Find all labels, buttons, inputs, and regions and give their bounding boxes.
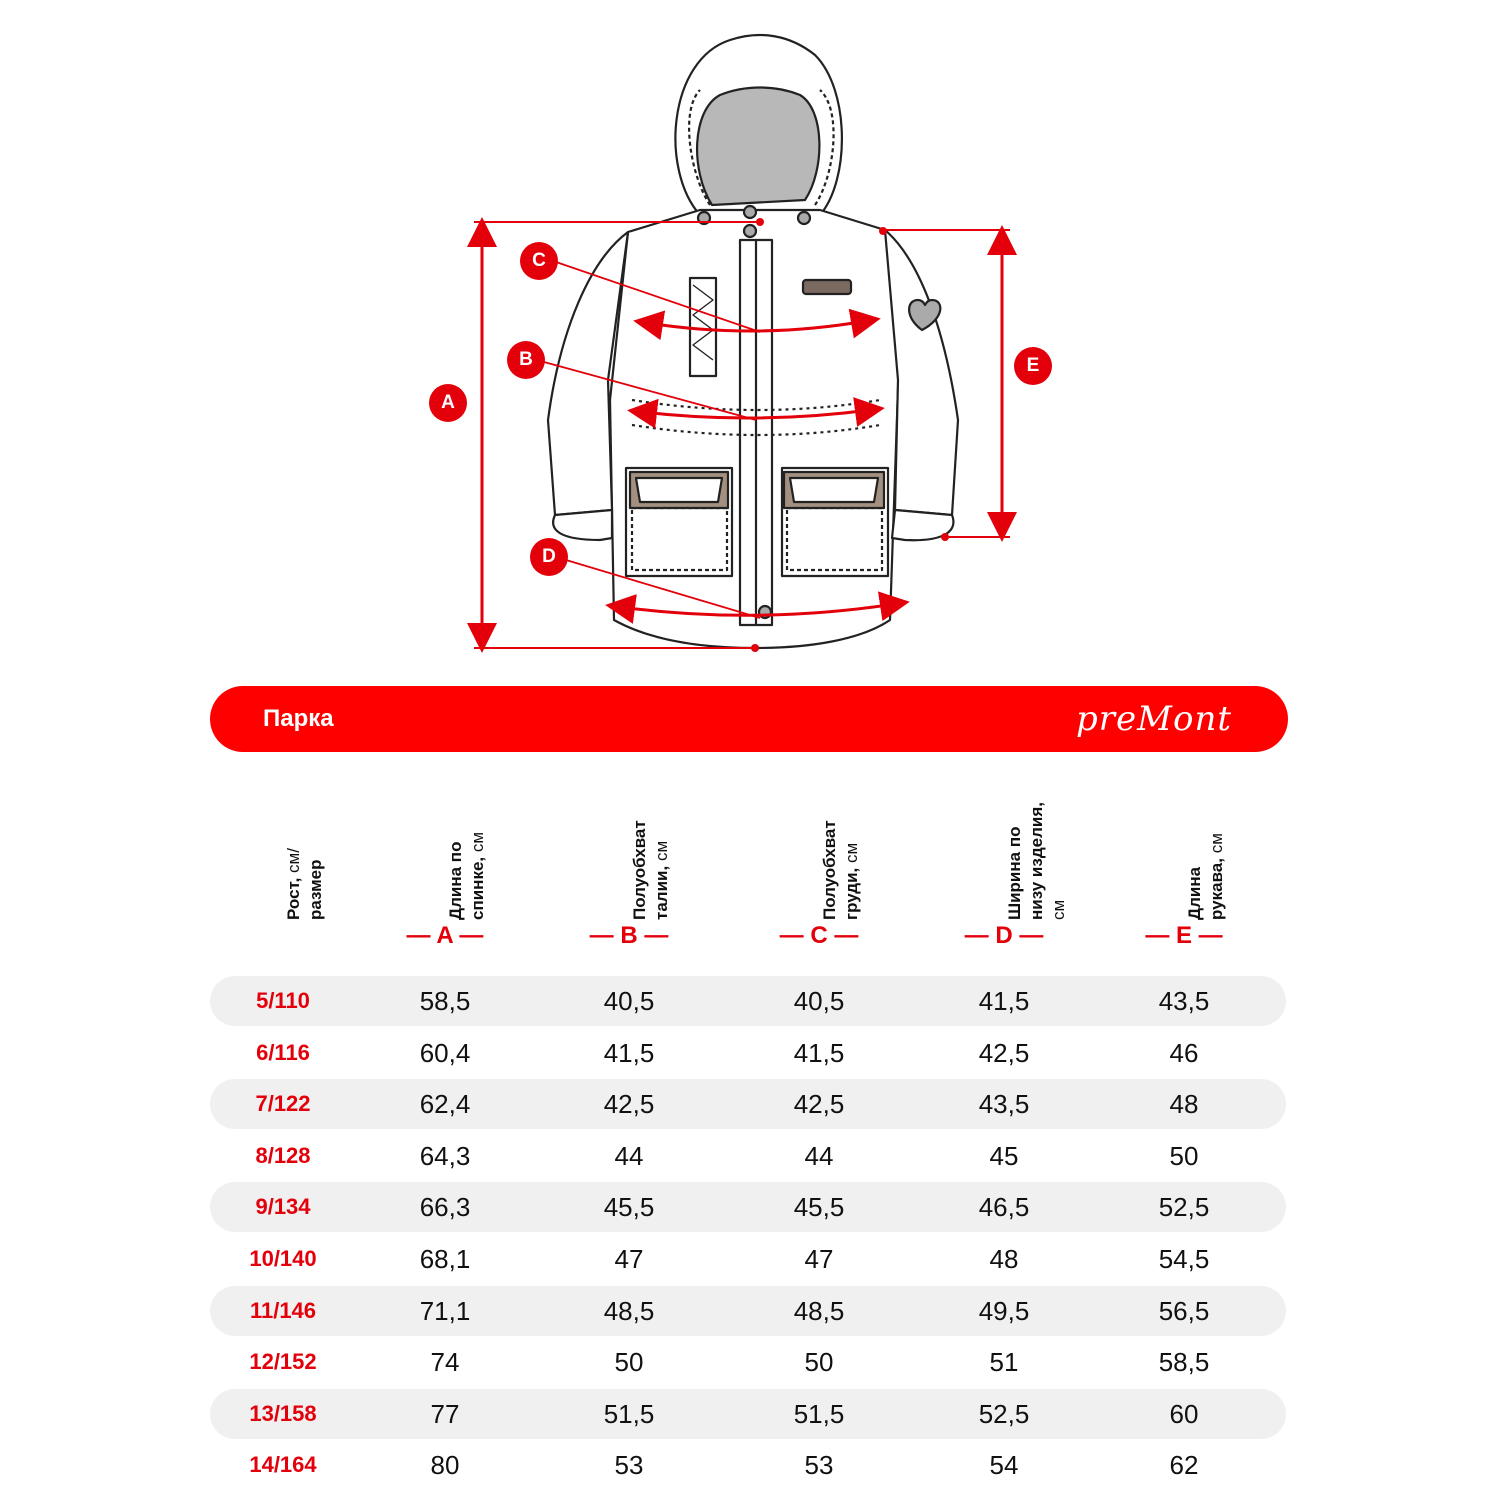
column-header-text — [629, 820, 673, 920]
measure-cell: 46,5 — [978, 1192, 1030, 1223]
measure-cell: 62 — [1169, 1450, 1199, 1481]
label-a-badge: A — [429, 384, 467, 422]
table-row — [210, 976, 1286, 1026]
measure-cell: 43,5 — [978, 1089, 1030, 1120]
measure-cell: 62,4 — [419, 1089, 471, 1120]
table-row — [210, 1028, 1286, 1078]
table-row — [210, 1079, 1286, 1129]
label-c-badge: C — [520, 242, 558, 280]
column-header-text — [445, 832, 489, 920]
column-header-line: Полуобхват — [820, 820, 839, 920]
measure-cell: 60,4 — [419, 1037, 471, 1068]
measure-cell: 45,5 — [793, 1192, 845, 1223]
measure-cell: 48 — [1169, 1089, 1199, 1120]
measure-cell: 46 — [1169, 1037, 1199, 1068]
parka-sketch — [0, 0, 1500, 680]
column-header — [1154, 760, 1226, 920]
size-cell: 11/146 — [249, 1297, 317, 1323]
table-row — [210, 1337, 1286, 1387]
product-title: Парка — [263, 705, 334, 732]
measure-cell: 44 — [804, 1140, 834, 1171]
measure-cell: 48,5 — [793, 1295, 845, 1326]
measure-cell: 47 — [804, 1244, 834, 1274]
measure-cell: 40,5 — [793, 986, 845, 1016]
measure-cell: 77 — [430, 1398, 460, 1429]
measure-cell: 80 — [430, 1450, 460, 1481]
measure-cell: 53 — [614, 1450, 644, 1481]
size-cell: 7/122 — [255, 1091, 311, 1117]
column-header — [253, 760, 325, 920]
measure-cell: 43,5 — [1158, 986, 1210, 1016]
column-letter: — E — — [1145, 922, 1223, 949]
column-header-line: размер — [306, 859, 325, 920]
measure-cell: 52,5 — [1158, 1192, 1210, 1223]
measure-cell: 51,5 — [603, 1398, 655, 1429]
measure-cell: 45,5 — [603, 1192, 655, 1223]
measure-cell: 58,5 — [1158, 1347, 1210, 1378]
column-header-text — [819, 820, 863, 920]
measure-cell: 71,1 — [419, 1295, 471, 1326]
measure-cell: 52,5 — [978, 1398, 1030, 1429]
measure-cell: 51,5 — [793, 1398, 845, 1429]
brand-logo: preMont — [1076, 699, 1232, 739]
column-header-line: см — [1049, 899, 1068, 920]
measure-cell: 64,3 — [419, 1140, 471, 1171]
column-header-text — [283, 848, 327, 920]
measure-cell: 49,5 — [978, 1295, 1030, 1326]
measure-cell: 53 — [804, 1450, 834, 1481]
measure-cell: 48,5 — [603, 1295, 655, 1326]
column-header — [789, 760, 861, 920]
label-e-badge: E — [1014, 347, 1052, 385]
column-letter: — B — — [589, 922, 669, 949]
column-letter: — D — — [964, 922, 1044, 949]
measure-cell: 54 — [989, 1450, 1019, 1481]
table-row — [210, 1286, 1286, 1336]
size-cell: 14/164 — [249, 1452, 317, 1478]
column-header-line: Длина — [1185, 866, 1204, 920]
measure-cell: 74 — [430, 1347, 460, 1378]
column-header — [599, 760, 671, 920]
measure-cell: 58,5 — [419, 986, 471, 1016]
label-d-badge: D — [530, 538, 568, 576]
size-cell: 12/152 — [249, 1349, 317, 1375]
measure-cell: 41,5 — [978, 986, 1030, 1016]
size-cell: 10/140 — [249, 1246, 317, 1271]
table-row — [210, 1389, 1286, 1439]
measure-cell: 50 — [804, 1347, 834, 1378]
column-header-line: рукава, см — [1207, 833, 1226, 920]
measure-cell: 54,5 — [1158, 1244, 1210, 1274]
label-b-badge: B — [507, 341, 545, 379]
column-header-line: Длина по — [446, 841, 465, 920]
table-row — [210, 1234, 1286, 1284]
measure-cell: 60 — [1169, 1398, 1199, 1429]
measure-cell: 41,5 — [603, 1037, 655, 1068]
measure-cell: 45 — [989, 1140, 1019, 1171]
column-header-line: спинке, см — [468, 831, 487, 920]
column-header-text — [1184, 833, 1228, 920]
measure-cell: 50 — [1169, 1140, 1199, 1171]
measure-cell: 42,5 — [793, 1089, 845, 1120]
column-header-line: низу изделия, — [1027, 802, 1046, 920]
size-cell: 13/158 — [249, 1400, 317, 1426]
column-header-line: Рост, см/ — [284, 848, 303, 920]
measure-cell: 42,5 — [978, 1037, 1030, 1068]
column-letter: — A — — [406, 922, 484, 949]
column-header-text — [1004, 802, 1070, 920]
table-row — [210, 1131, 1286, 1181]
jacket-measurement-diagram — [0, 0, 1500, 680]
product-banner — [210, 686, 1288, 752]
column-header — [974, 760, 1068, 920]
size-cell: 9/134 — [255, 1194, 311, 1220]
table-row — [210, 1182, 1286, 1232]
measure-cell: 50 — [614, 1347, 644, 1378]
column-header-line: Ширина по — [1005, 826, 1024, 920]
measure-cell: 51 — [989, 1347, 1019, 1378]
measure-cell: 42,5 — [603, 1089, 655, 1120]
column-header-line: талии, см — [652, 840, 671, 920]
measure-cell: 66,3 — [419, 1192, 471, 1223]
column-letter: — C — — [779, 922, 859, 949]
measure-cell: 68,1 — [419, 1244, 471, 1274]
measure-cell: 41,5 — [793, 1037, 845, 1068]
measure-cell: 44 — [614, 1140, 644, 1171]
measure-cell: 47 — [614, 1244, 644, 1274]
measure-cell: 40,5 — [603, 986, 655, 1016]
table-row — [210, 1440, 1286, 1490]
size-cell: 5/110 — [256, 988, 310, 1013]
column-header — [415, 760, 487, 920]
size-cell: 8/128 — [255, 1142, 311, 1168]
column-header-line: Полуобхват — [630, 820, 649, 920]
size-cell: 6/116 — [256, 1039, 310, 1065]
measure-cell: 56,5 — [1158, 1295, 1210, 1326]
measure-cell: 48 — [989, 1244, 1019, 1274]
column-header-line: груди, см — [842, 842, 861, 920]
